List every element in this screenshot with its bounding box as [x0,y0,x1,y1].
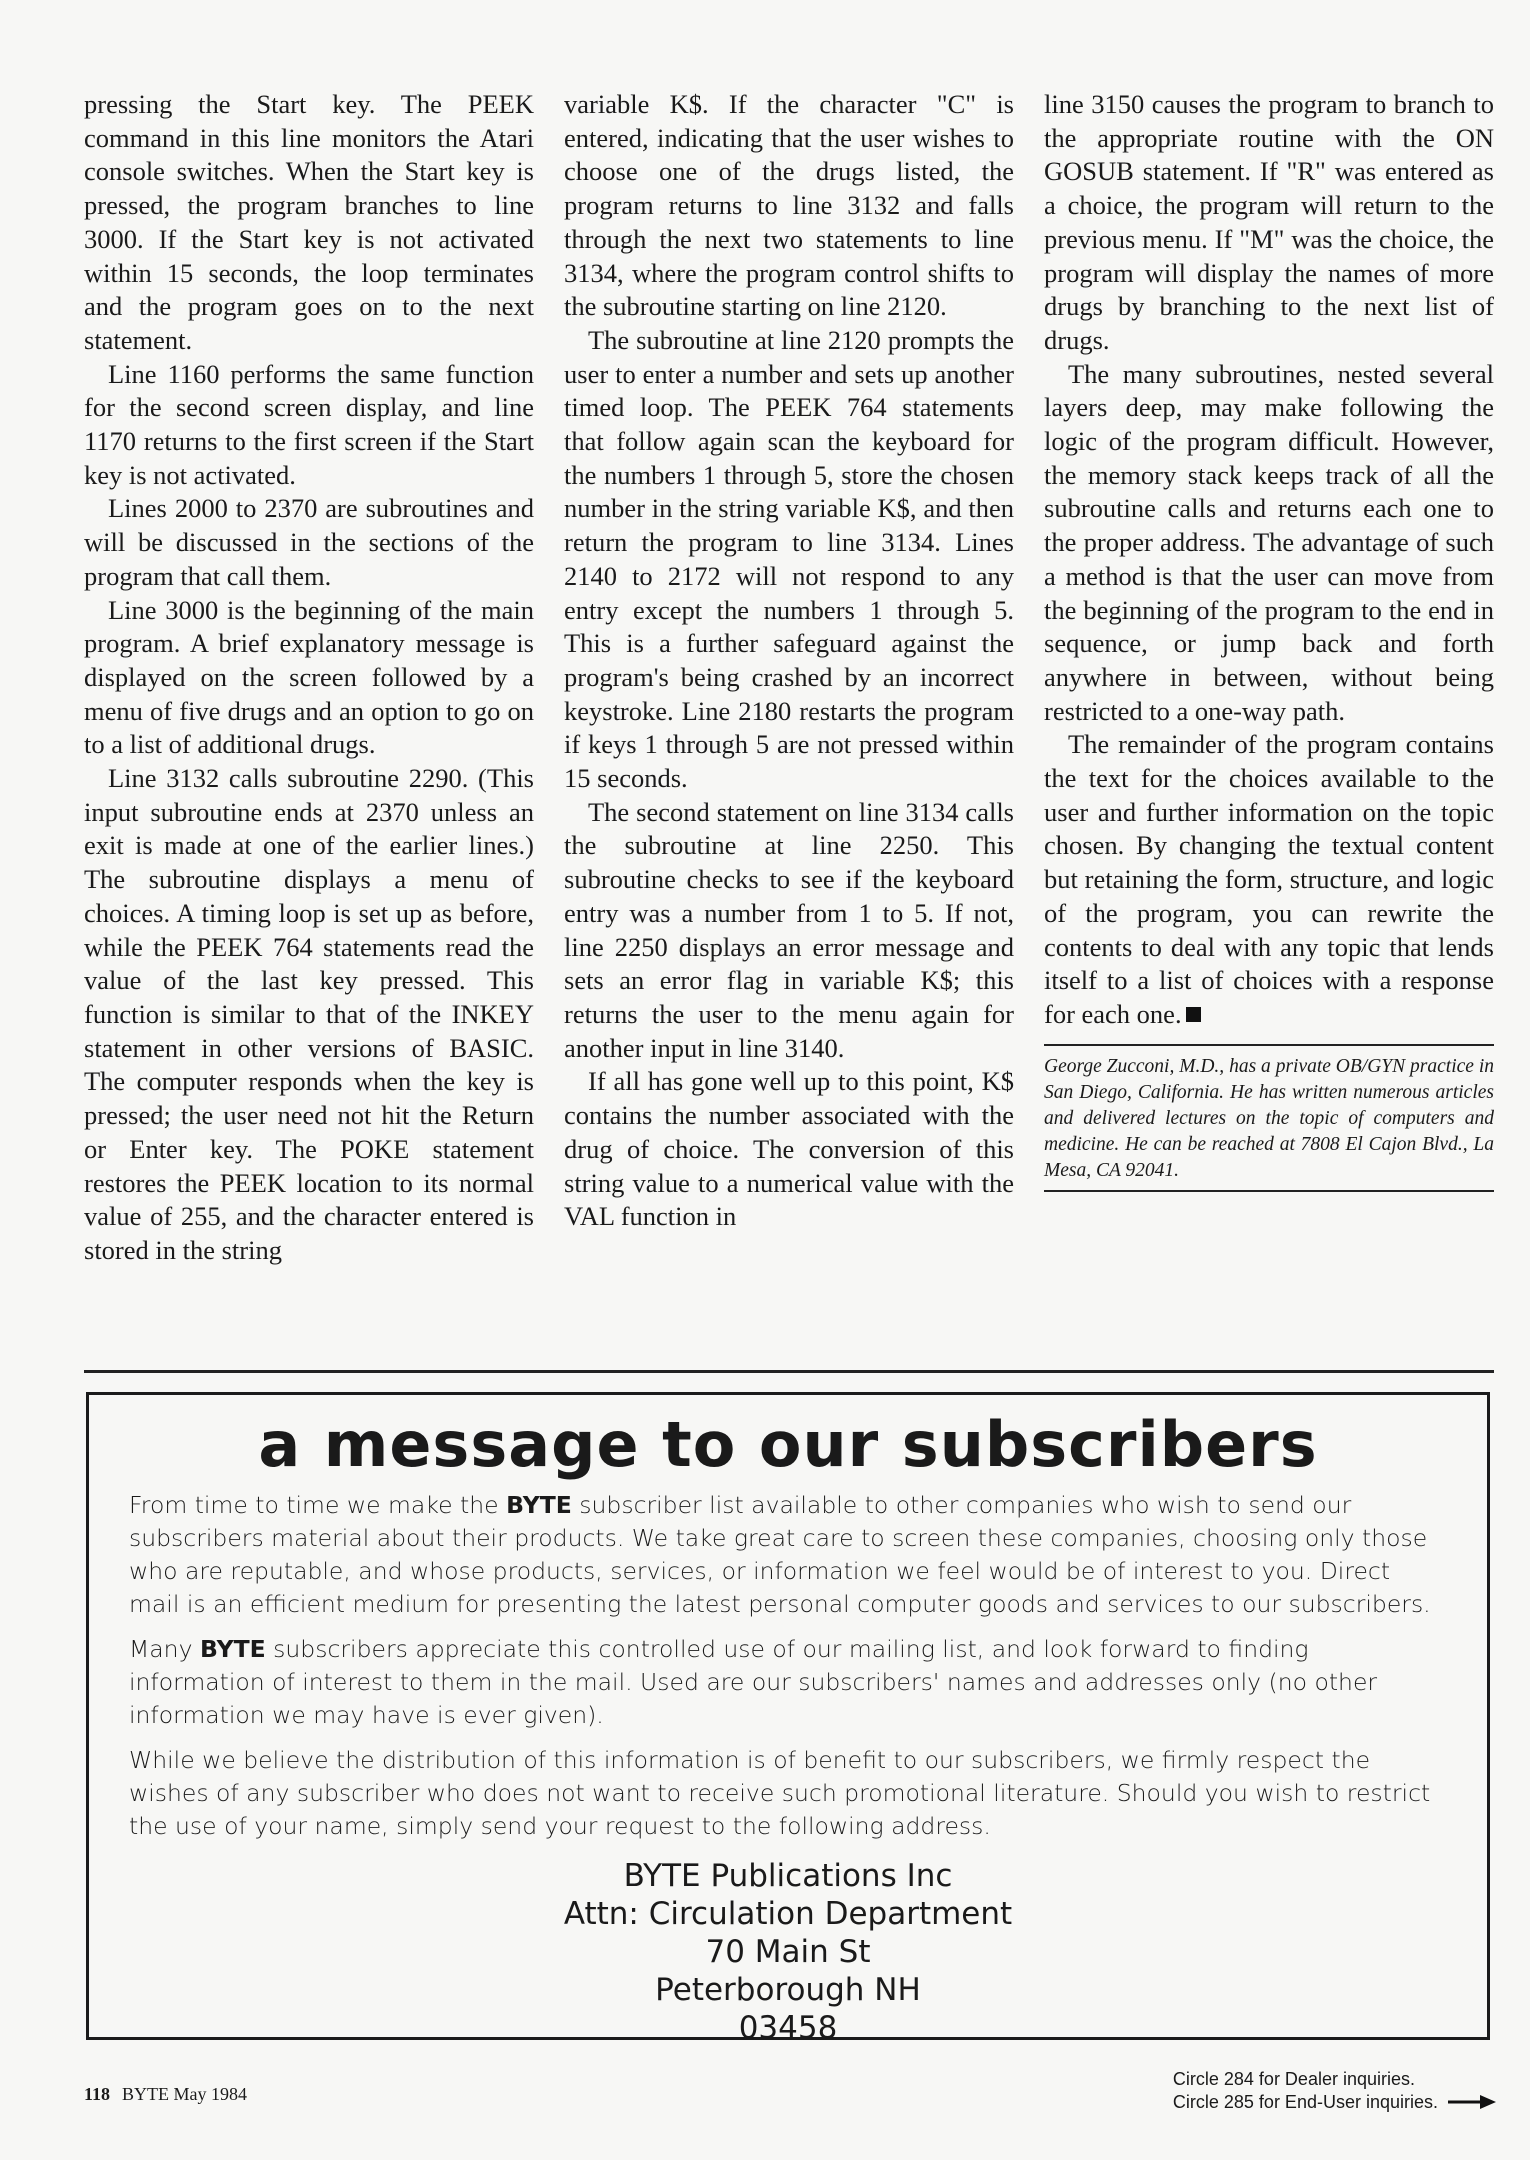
page-number: 118 [84,2084,111,2104]
paragraph: The second statement on line 3134 calls the subroutine at line 2250. This subroutine checks to see if the keyboard entry was a number from 1 to 5. If not, line 2250 displays an error message and sets an error flag in variable K$; this returns the user to the menu again for another input in line 3140. [564,796,1014,1063]
notice-text: From time to time we make the [129,1491,507,1519]
article-column-1 [84,88,534,1268]
paragraph: The many subroutines, nested several layers deep, may make following the logic of the program difficult. However, the memory stack keeps track of all the subroutine calls and returns each one to the proper address. The advantage of such a method is that the user can move from the beginning of the program to the end in sequence, or jump back and forth anywhere in between, without being restricted to a one-way path. [1044,358,1494,726]
author-bio: George Zucconi, M.D., has a private OB/GYN practice in San Diego, California. He has written numerous articles and delivered lectures on the topic of computers and medicine. He can be reached at 7808 El Cajon Blvd., La Mesa, CA 92041. [1044,1044,1494,1192]
paragraph: pressing the Start key. The PEEK command in this line monitors the Atari console switches. When the Start key is pressed, the program branches to line 3000. If the Start key is not activated within 15 seconds, the loop terminates and the program goes on to the next statement. [84,89,534,355]
paragraph: Line 1160 performs the same function for the second screen display, and line 1170 returns to the first screen if the Start key is not activated. [84,358,534,490]
address-line: 70 Main St [705,1934,871,1970]
mailing-address [89,1857,1487,2047]
notice-paragraph-2 [129,1633,1447,1732]
article-column-2 [564,88,1014,1268]
paragraph: line 3150 causes the program to branch to the appropriate routine with the ON GOSUB statement. If "R" was entered as a choice, the program will return to the previous menu. If "M" was the choice, the program will display the names of more drugs by branching to the next list of drugs. [1044,89,1494,355]
address-line: Peterborough NH [655,1972,921,2008]
notice-paragraph-1 [129,1489,1447,1621]
notice-text: Many [129,1635,200,1663]
notice-paragraph-3: While we believe the distribution of this information is of benefit to our subscribers, we firmly respect the wishes of any subscriber who does not want to receive such promotional literature. Should you wish to restrict the use of your name, simply send your request to the following address. [129,1746,1431,1840]
page-footer [84,2084,247,2105]
end-user-inquiries: Circle 285 for End-User inquiries. [1172,2092,1438,2112]
brand-name: BYTE [506,1491,572,1519]
paragraph: Line 3132 calls subroutine 2290. (This input subroutine ends at 2370 unless an exit is made at one of the earlier lines.) The subroutine displays a menu of choices. A timing loop is set up as before, while the PEEK 764 statements read the value of the last key pressed. This function is similar to that of the INKEY statement in other versions of BASIC. The computer responds when the key is pressed; the user need not hit the Return or Enter key. The POKE statement restores the PEEK location to its normal value of 255, and the character entered is stored in the string [84,763,534,1265]
issue-label: BYTE May 1984 [122,2084,248,2104]
reader-service-info [1173,2068,1496,2115]
paragraph [1044,728,1494,1031]
article-columns [84,88,1494,1268]
arrow-right-icon [1448,2092,1496,2115]
notice-text: subscribers appreciate this controlled use of our mailing list, and look forward to finding information of interest to them in the mail. Used are our subscribers' names and addresses only (no other information we may have is ever given). [129,1635,1378,1729]
notice-text: subscriber list available to other companies who wish to send our subscribers material about their products. We take great care to screen these companies, choosing only those who are reputable, and whose products, services, or information we feel would be of interest to you. Direct mail is an efficient medium for presenting the latest personal computer goods and services to our subscribers. [129,1491,1431,1618]
address-line: BYTE Publications Inc [623,1858,953,1894]
paragraph: If all has gone well up to this point, K$ contains the number associated with the drug of choice. The conversion of this string value to a numerical value with the VAL function in [564,1066,1014,1232]
section-divider [84,1370,1494,1373]
end-of-article-mark [1186,1007,1201,1022]
paragraph: Line 3000 is the beginning of the main program. A brief explanatory message is displayed on the screen followed by a menu of five drugs and an option to go on to a list of additional drugs. [84,594,534,760]
address-line: Attn: Circulation Department [563,1896,1013,1932]
paragraph: variable K$. If the character "C" is entered, indicating that the user wishes to choose one of the drugs listed, the program returns to line 3132 and falls through the next two statements to line 3134, where the program control shifts to the subroutine starting on line 2120. [564,89,1014,322]
end-user-inquiries-line [1173,2091,1496,2115]
paragraph: The subroutine at line 2120 prompts the user to enter a number and sets up another timed loop. The PEEK 764 statements that follow again scan the keyboard for the numbers 1 through 5, store the chosen number in the string variable K$, and then return the program to line 3134. Lines 2140 to 2172 will not respond to any entry except the numbers 1 through 5. This is a further safeguard against the program's being crashed by an incorrect keystroke. Line 2180 restarts the program if keys 1 through 5 are not pressed within 15 seconds. [564,324,1014,794]
paragraph-text: The remainder of the program contains the text for the choices available to the user and further information on the topic chosen. By changing the textual content but retaining the form, structure, and logic of the program, you can rewrite the contents to deal with any topic that lends itself to a list of choices with a response for each one. [1044,729,1494,1029]
notice-title: a message to our subscribers [258,1408,1318,1481]
article-column-3 [1044,88,1494,1268]
brand-name: BYTE [199,1635,266,1663]
paragraph: Lines 2000 to 2370 are subroutines and will be discussed in the sections of the program that call them. [84,493,534,591]
dealer-inquiries: Circle 284 for Dealer inquiries. [1172,2069,1415,2089]
address-line: 03458 [738,2010,838,2046]
subscriber-notice-box [86,1392,1490,2046]
